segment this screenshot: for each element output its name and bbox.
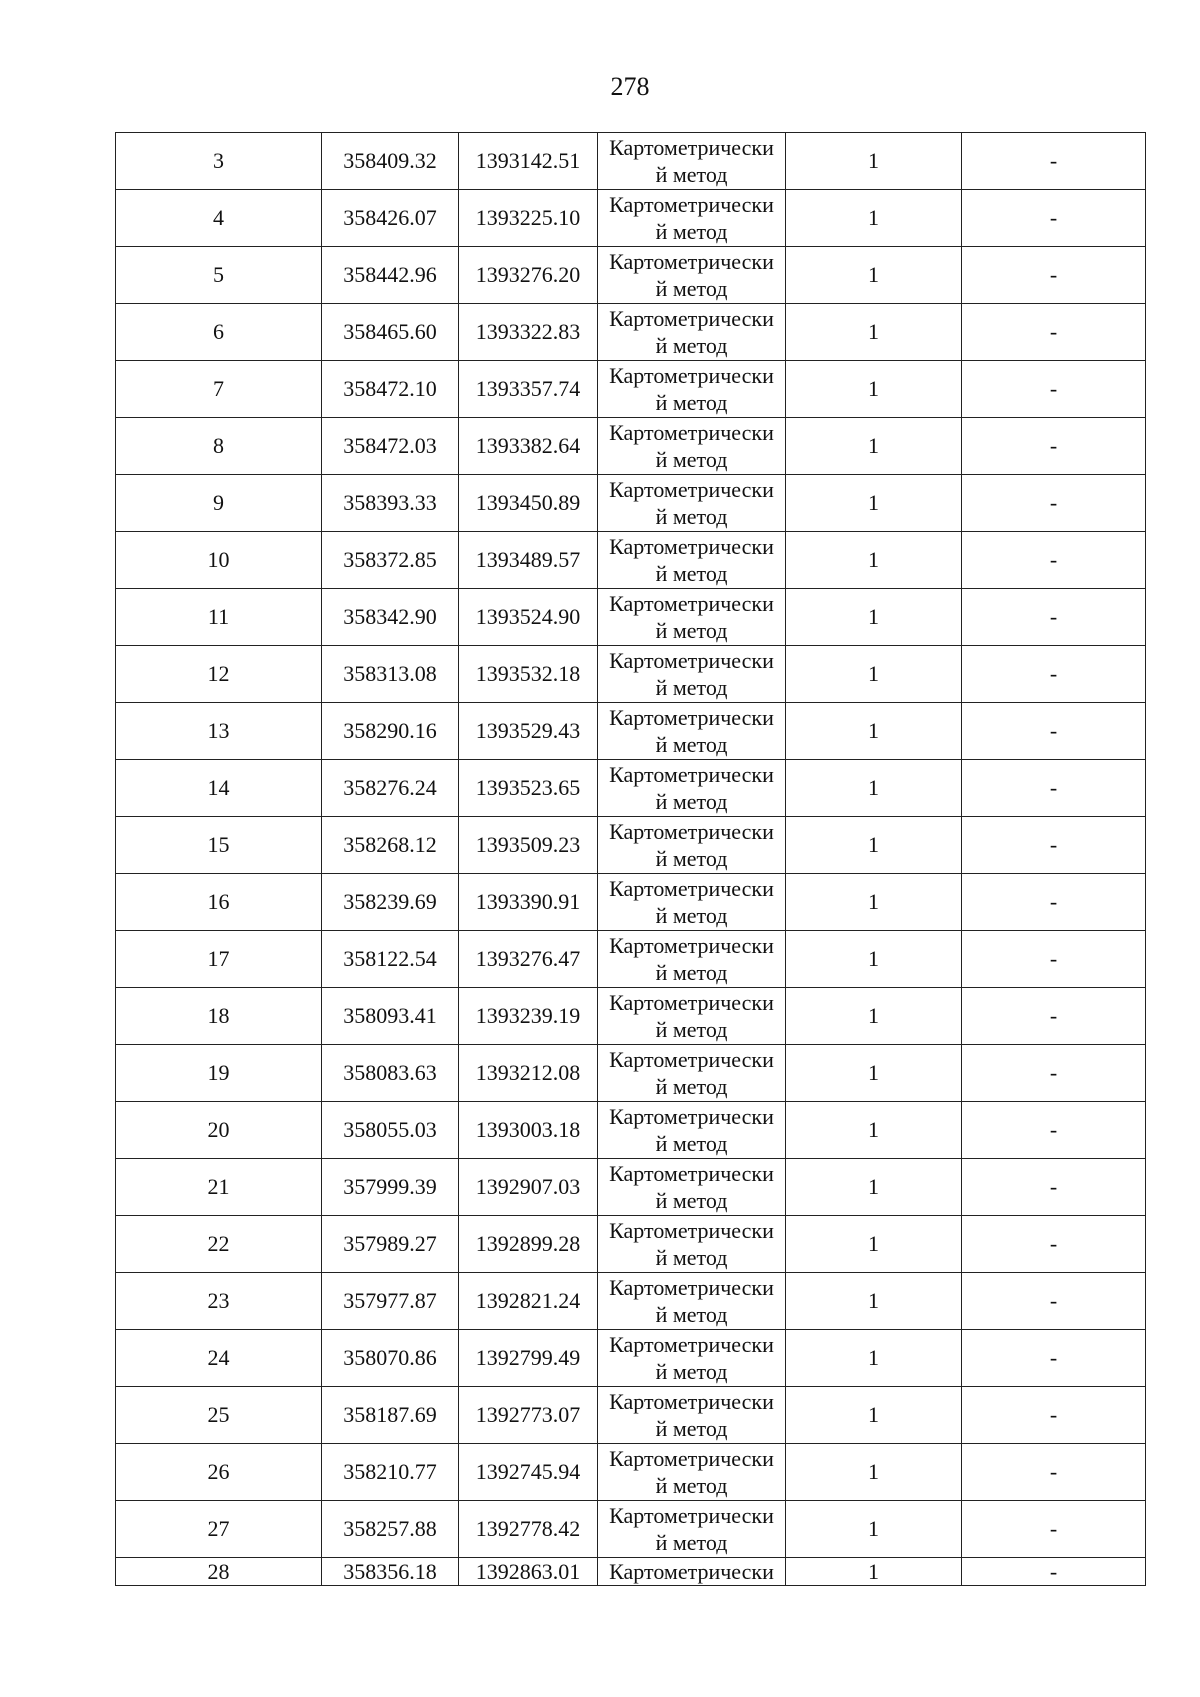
table-row (116, 589, 1146, 646)
note-cell: - (962, 931, 1146, 988)
method-cell (598, 361, 786, 418)
note-cell: - (962, 1159, 1146, 1216)
note-cell: - (962, 361, 1146, 418)
note-cell: - (962, 589, 1146, 646)
method-cell (598, 1558, 786, 1586)
x-coordinate-cell: 358239.69 (322, 874, 459, 931)
point-number-cell: 13 (116, 703, 322, 760)
point-number-cell: 24 (116, 1330, 322, 1387)
note-cell: - (962, 1501, 1146, 1558)
x-coordinate-cell: 358472.10 (322, 361, 459, 418)
accuracy-cell: 1 (786, 1216, 962, 1273)
point-number-cell: 22 (116, 1216, 322, 1273)
method-text: Картометрически й метод (609, 477, 774, 529)
y-coordinate-cell: 1393276.20 (459, 247, 598, 304)
x-coordinate-cell: 358210.77 (322, 1444, 459, 1501)
y-coordinate-cell: 1393390.91 (459, 874, 598, 931)
table-row (116, 1501, 1146, 1558)
method-cell (598, 988, 786, 1045)
y-coordinate-cell: 1392907.03 (459, 1159, 598, 1216)
point-number-cell: 4 (116, 190, 322, 247)
method-text: Картометрически й метод (609, 648, 774, 700)
method-cell (598, 1045, 786, 1102)
y-coordinate-cell: 1392799.49 (459, 1330, 598, 1387)
table-row (116, 817, 1146, 874)
x-coordinate-cell: 358465.60 (322, 304, 459, 361)
accuracy-cell: 1 (786, 1387, 962, 1444)
note-cell: - (962, 1387, 1146, 1444)
accuracy-cell: 1 (786, 418, 962, 475)
accuracy-cell: 1 (786, 1102, 962, 1159)
note-cell: - (962, 133, 1146, 190)
note-cell: - (962, 1045, 1146, 1102)
point-number-cell: 12 (116, 646, 322, 703)
x-coordinate-cell: 358187.69 (322, 1387, 459, 1444)
accuracy-cell: 1 (786, 760, 962, 817)
point-number-cell: 14 (116, 760, 322, 817)
point-number-cell: 10 (116, 532, 322, 589)
y-coordinate-cell: 1393509.23 (459, 817, 598, 874)
point-number-cell: 3 (116, 133, 322, 190)
accuracy-cell: 1 (786, 190, 962, 247)
y-coordinate-cell: 1393450.89 (459, 475, 598, 532)
x-coordinate-cell: 358409.32 (322, 133, 459, 190)
point-number-cell: 15 (116, 817, 322, 874)
coordinates-table-body (116, 133, 1146, 1586)
accuracy-cell: 1 (786, 988, 962, 1045)
note-cell: - (962, 1102, 1146, 1159)
point-number-cell: 11 (116, 589, 322, 646)
method-text: Картометрически й метод (609, 705, 774, 757)
x-coordinate-cell: 357989.27 (322, 1216, 459, 1273)
accuracy-cell: 1 (786, 1273, 962, 1330)
table-row (116, 1102, 1146, 1159)
table-row (116, 418, 1146, 475)
x-coordinate-cell: 358122.54 (322, 931, 459, 988)
note-cell: - (962, 190, 1146, 247)
point-number-cell: 17 (116, 931, 322, 988)
x-coordinate-cell: 358313.08 (322, 646, 459, 703)
method-text: Картометрически й метод (609, 762, 774, 814)
method-text: Картометрически й метод (609, 990, 774, 1042)
x-coordinate-cell: 357977.87 (322, 1273, 459, 1330)
y-coordinate-cell: 1393276.47 (459, 931, 598, 988)
method-cell (598, 1330, 786, 1387)
note-cell: - (962, 1558, 1146, 1586)
accuracy-cell: 1 (786, 703, 962, 760)
note-cell: - (962, 1216, 1146, 1273)
method-text: Картометрически й метод (609, 1161, 774, 1213)
method-cell (598, 589, 786, 646)
note-cell: - (962, 304, 1146, 361)
table-row (116, 760, 1146, 817)
note-cell: - (962, 418, 1146, 475)
accuracy-cell: 1 (786, 475, 962, 532)
y-coordinate-cell: 1392773.07 (459, 1387, 598, 1444)
y-coordinate-cell: 1393357.74 (459, 361, 598, 418)
method-cell (598, 304, 786, 361)
point-number-cell: 21 (116, 1159, 322, 1216)
accuracy-cell: 1 (786, 589, 962, 646)
method-cell (598, 1444, 786, 1501)
note-cell: - (962, 760, 1146, 817)
accuracy-cell: 1 (786, 931, 962, 988)
method-text: Картометрически й метод (609, 192, 774, 244)
accuracy-cell: 1 (786, 1159, 962, 1216)
note-cell: - (962, 988, 1146, 1045)
method-text: Картометрически й метод (609, 1104, 774, 1156)
point-number-cell: 9 (116, 475, 322, 532)
method-text: Картометрически й метод (609, 420, 774, 472)
accuracy-cell: 1 (786, 247, 962, 304)
point-number-cell: 5 (116, 247, 322, 304)
note-cell: - (962, 1444, 1146, 1501)
point-number-cell: 20 (116, 1102, 322, 1159)
accuracy-cell: 1 (786, 1444, 962, 1501)
method-cell (598, 1159, 786, 1216)
method-cell (598, 874, 786, 931)
method-cell (598, 190, 786, 247)
method-text: Картометрически й метод (609, 1275, 774, 1327)
point-number-cell: 28 (116, 1558, 322, 1586)
table-row (116, 646, 1146, 703)
y-coordinate-cell: 1393225.10 (459, 190, 598, 247)
y-coordinate-cell: 1393524.90 (459, 589, 598, 646)
table-row (116, 1159, 1146, 1216)
y-coordinate-cell: 1393142.51 (459, 133, 598, 190)
page-number: 278 (610, 72, 650, 101)
method-text: Картометрически й метод (609, 876, 774, 928)
table-row (116, 1387, 1146, 1444)
method-cell (598, 817, 786, 874)
note-cell: - (962, 1330, 1146, 1387)
method-text: Картометрически й метод (609, 306, 774, 358)
y-coordinate-cell: 1392821.24 (459, 1273, 598, 1330)
method-cell (598, 1273, 786, 1330)
method-text: Картометрически й метод (609, 1389, 774, 1441)
note-cell: - (962, 703, 1146, 760)
x-coordinate-cell: 358083.63 (322, 1045, 459, 1102)
method-text: Картометрически й метод (609, 1047, 774, 1099)
x-coordinate-cell: 358342.90 (322, 589, 459, 646)
method-text: Картометрически й метод (609, 591, 774, 643)
x-coordinate-cell: 358290.16 (322, 703, 459, 760)
method-text: Картометрически й метод (609, 1503, 774, 1555)
accuracy-cell: 1 (786, 133, 962, 190)
point-number-cell: 23 (116, 1273, 322, 1330)
x-coordinate-cell: 358442.96 (322, 247, 459, 304)
x-coordinate-cell: 358372.85 (322, 532, 459, 589)
point-number-cell: 19 (116, 1045, 322, 1102)
accuracy-cell: 1 (786, 874, 962, 931)
method-text: Картометрически й метод (609, 819, 774, 871)
table-row (116, 1330, 1146, 1387)
method-cell (598, 532, 786, 589)
note-cell: - (962, 874, 1146, 931)
x-coordinate-cell: 358393.33 (322, 475, 459, 532)
table-row (116, 1045, 1146, 1102)
table-row (116, 1216, 1146, 1273)
accuracy-cell: 1 (786, 304, 962, 361)
method-cell (598, 475, 786, 532)
note-cell: - (962, 817, 1146, 874)
method-cell (598, 1501, 786, 1558)
method-cell (598, 247, 786, 304)
table-row (116, 532, 1146, 589)
point-number-cell: 16 (116, 874, 322, 931)
method-text: Картометрически й метод (609, 1446, 774, 1498)
table-row (116, 703, 1146, 760)
point-number-cell: 26 (116, 1444, 322, 1501)
table-row (116, 133, 1146, 190)
point-number-cell: 27 (116, 1501, 322, 1558)
y-coordinate-cell: 1393529.43 (459, 703, 598, 760)
y-coordinate-cell: 1393239.19 (459, 988, 598, 1045)
point-number-cell: 7 (116, 361, 322, 418)
method-text: Картометрически й метод (609, 1218, 774, 1270)
point-number-cell: 25 (116, 1387, 322, 1444)
x-coordinate-cell: 358472.03 (322, 418, 459, 475)
point-number-cell: 6 (116, 304, 322, 361)
coordinates-table (115, 132, 1146, 1586)
accuracy-cell: 1 (786, 817, 962, 874)
method-text: Картометрически й метод (609, 1332, 774, 1384)
table-row (116, 931, 1146, 988)
x-coordinate-cell: 358055.03 (322, 1102, 459, 1159)
method-cell (598, 703, 786, 760)
table-row (116, 874, 1146, 931)
x-coordinate-cell: 358268.12 (322, 817, 459, 874)
table-row (116, 1444, 1146, 1501)
accuracy-cell: 1 (786, 646, 962, 703)
y-coordinate-cell: 1393489.57 (459, 532, 598, 589)
table-row (116, 1273, 1146, 1330)
method-cell (598, 646, 786, 703)
method-cell (598, 1216, 786, 1273)
note-cell: - (962, 475, 1146, 532)
y-coordinate-cell: 1393322.83 (459, 304, 598, 361)
method-text: Картометрически й метод (609, 363, 774, 415)
x-coordinate-cell: 358070.86 (322, 1330, 459, 1387)
y-coordinate-cell: 1393382.64 (459, 418, 598, 475)
method-cell (598, 1387, 786, 1444)
table-row (116, 1558, 1146, 1586)
accuracy-cell: 1 (786, 532, 962, 589)
y-coordinate-cell: 1392899.28 (459, 1216, 598, 1273)
y-coordinate-cell: 1393532.18 (459, 646, 598, 703)
x-coordinate-cell: 358276.24 (322, 760, 459, 817)
method-cell (598, 1102, 786, 1159)
y-coordinate-cell: 1393003.18 (459, 1102, 598, 1159)
y-coordinate-cell: 1392745.94 (459, 1444, 598, 1501)
y-coordinate-cell: 1392863.01 (459, 1558, 598, 1586)
table-row (116, 475, 1146, 532)
x-coordinate-cell: 358093.41 (322, 988, 459, 1045)
x-coordinate-cell: 358356.18 (322, 1558, 459, 1586)
accuracy-cell: 1 (786, 1501, 962, 1558)
y-coordinate-cell: 1392778.42 (459, 1501, 598, 1558)
point-number-cell: 18 (116, 988, 322, 1045)
table-row (116, 988, 1146, 1045)
accuracy-cell: 1 (786, 1558, 962, 1586)
method-text: Картометрически (609, 1558, 774, 1584)
method-text: Картометрически й метод (609, 249, 774, 301)
x-coordinate-cell: 358426.07 (322, 190, 459, 247)
method-cell (598, 133, 786, 190)
x-coordinate-cell: 358257.88 (322, 1501, 459, 1558)
accuracy-cell: 1 (786, 1045, 962, 1102)
method-cell (598, 418, 786, 475)
note-cell: - (962, 1273, 1146, 1330)
table-row (116, 190, 1146, 247)
note-cell: - (962, 532, 1146, 589)
method-text: Картометрически й метод (609, 933, 774, 985)
point-number-cell: 8 (116, 418, 322, 475)
note-cell: - (962, 646, 1146, 703)
accuracy-cell: 1 (786, 1330, 962, 1387)
table-row (116, 304, 1146, 361)
accuracy-cell: 1 (786, 361, 962, 418)
table-row (116, 247, 1146, 304)
method-cell (598, 931, 786, 988)
method-cell (598, 760, 786, 817)
table-row (116, 361, 1146, 418)
method-text: Картометрически й метод (609, 135, 774, 187)
x-coordinate-cell: 357999.39 (322, 1159, 459, 1216)
y-coordinate-cell: 1393212.08 (459, 1045, 598, 1102)
method-text: Картометрически й метод (609, 534, 774, 586)
note-cell: - (962, 247, 1146, 304)
y-coordinate-cell: 1393523.65 (459, 760, 598, 817)
